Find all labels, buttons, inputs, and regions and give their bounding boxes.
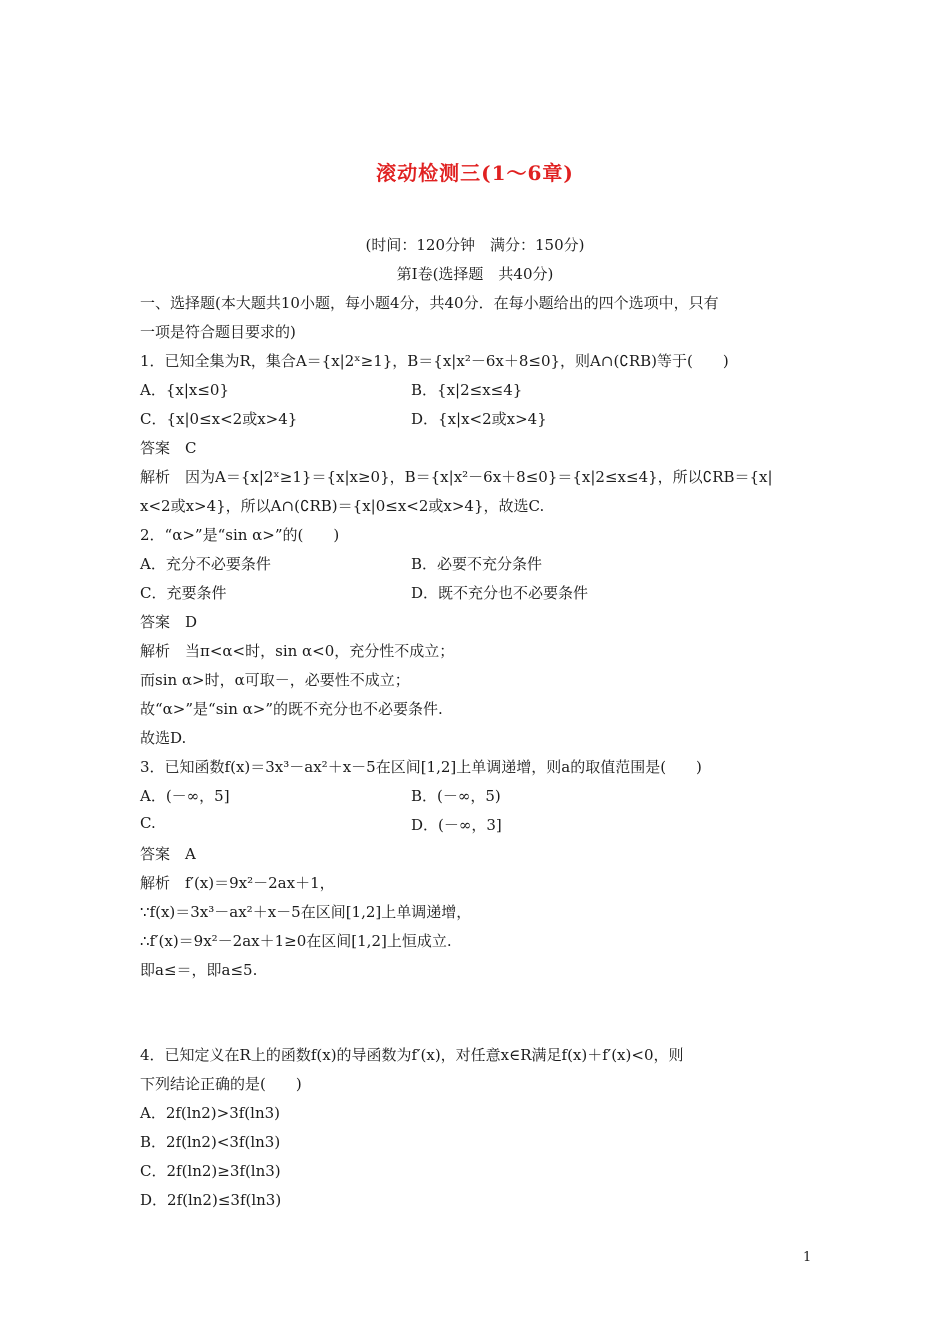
question-3-answer: 答案 A [140,845,196,863]
question-3-option-a: A．(－∞，5] [140,787,230,805]
question-4-option-d: D．2f(ln2)≤3f(ln3) [140,1191,282,1209]
section-heading: 第Ⅰ卷(选择题 共40分) [396,265,554,283]
question-2-analysis: 解析 当π<α<时，sin α<0，充分性不成立； [140,642,455,660]
question-4-option-b: B．2f(ln2)<3f(ln3) [140,1133,281,1151]
question-1-analysis: 解析 因为A＝{x|2ˣ≥1}＝{x|x≥0}，B＝{x|x²－6x＋8≤0}＝{x|2≤x≤4}，所以∁RB＝{x| [140,468,773,486]
question-4-stem: 下列结论正确的是( ) [140,1075,302,1093]
question-2-analysis: 故选D. [140,729,187,747]
question-2-analysis: 故“α>”是“sin α>”的既不充分也不必要条件. [140,700,443,718]
question-3-option-b: B．(－∞，5) [411,787,501,805]
question-3-analysis: 解析 f′(x)＝9x²－2ax＋1， [140,874,335,892]
question-2-option-d: D．既不充分也不必要条件 [411,584,589,602]
question-3-analysis: ∵f(x)＝3x³－ax²＋x－5在区间[1,2]上单调递增， [140,903,472,921]
question-2-answer: 答案 D [140,613,198,631]
page-number: 1 [803,1250,812,1265]
question-3-stem: 3．已知函数f(x)＝3x³－ax²＋x－5在区间[1,2]上单调递增，则a的取值范围是( ) [140,758,702,776]
page-title: 滚动检测三(1～6章) [376,161,574,185]
question-1-option-b: B．{x|2≤x≤4} [411,381,523,399]
question-2-analysis: 而sin α>时，α可取－，必要性不成立； [140,671,410,689]
question-2-option-c: C．充要条件 [140,584,227,602]
question-4-stem: 4．已知定义在R上的函数f(x)的导函数为f′(x)，对任意x∈R满足f(x)＋f′(x)<0，则 [140,1046,684,1064]
question-3-option-d: D．(－∞，3] [411,816,502,834]
question-1-analysis: x<2或x>4}，所以A∩(∁RB)＝{x|0≤x<2或x>4}，故选C. [140,497,545,515]
question-4-option-c: C．2f(ln2)≥3f(ln3) [140,1162,281,1180]
instructions-line: 一项是符合题目要求的) [140,323,296,341]
question-3-option-c: C. [140,814,156,832]
question-3-analysis: 即a≤＝，即a≤5. [140,961,258,979]
question-1-answer: 答案 C [140,439,197,457]
question-3-analysis: ∴f′(x)＝9x²－2ax＋1≥0在区间[1,2]上恒成立. [140,932,452,950]
question-2-stem: 2．“α>”是“sin α>”的( ) [140,526,340,544]
question-1-stem: 1．已知全集为R，集合A＝{x|2ˣ≥1}，B＝{x|x²－6x＋8≤0}，则A∩(∁RB)等于( ) [140,352,729,370]
question-1-option-c: C．{x|0≤x<2或x>4} [140,410,298,428]
instructions-line: 一、选择题(本大题共10小题，每小题4分，共40分．在每小题给出的四个选项中，只有 [140,294,719,312]
question-2-option-b: B．必要不充分条件 [411,555,543,573]
exam-meta: (时间：120分钟 满分：150分) [365,236,585,254]
question-1-option-d: D．{x|x<2或x>4} [411,410,547,428]
question-1-option-a: A．{x|x≤0} [140,381,230,399]
question-2-option-a: A．充分不必要条件 [140,555,271,573]
question-4-option-a: A．2f(ln2)>3f(ln3) [140,1104,281,1122]
